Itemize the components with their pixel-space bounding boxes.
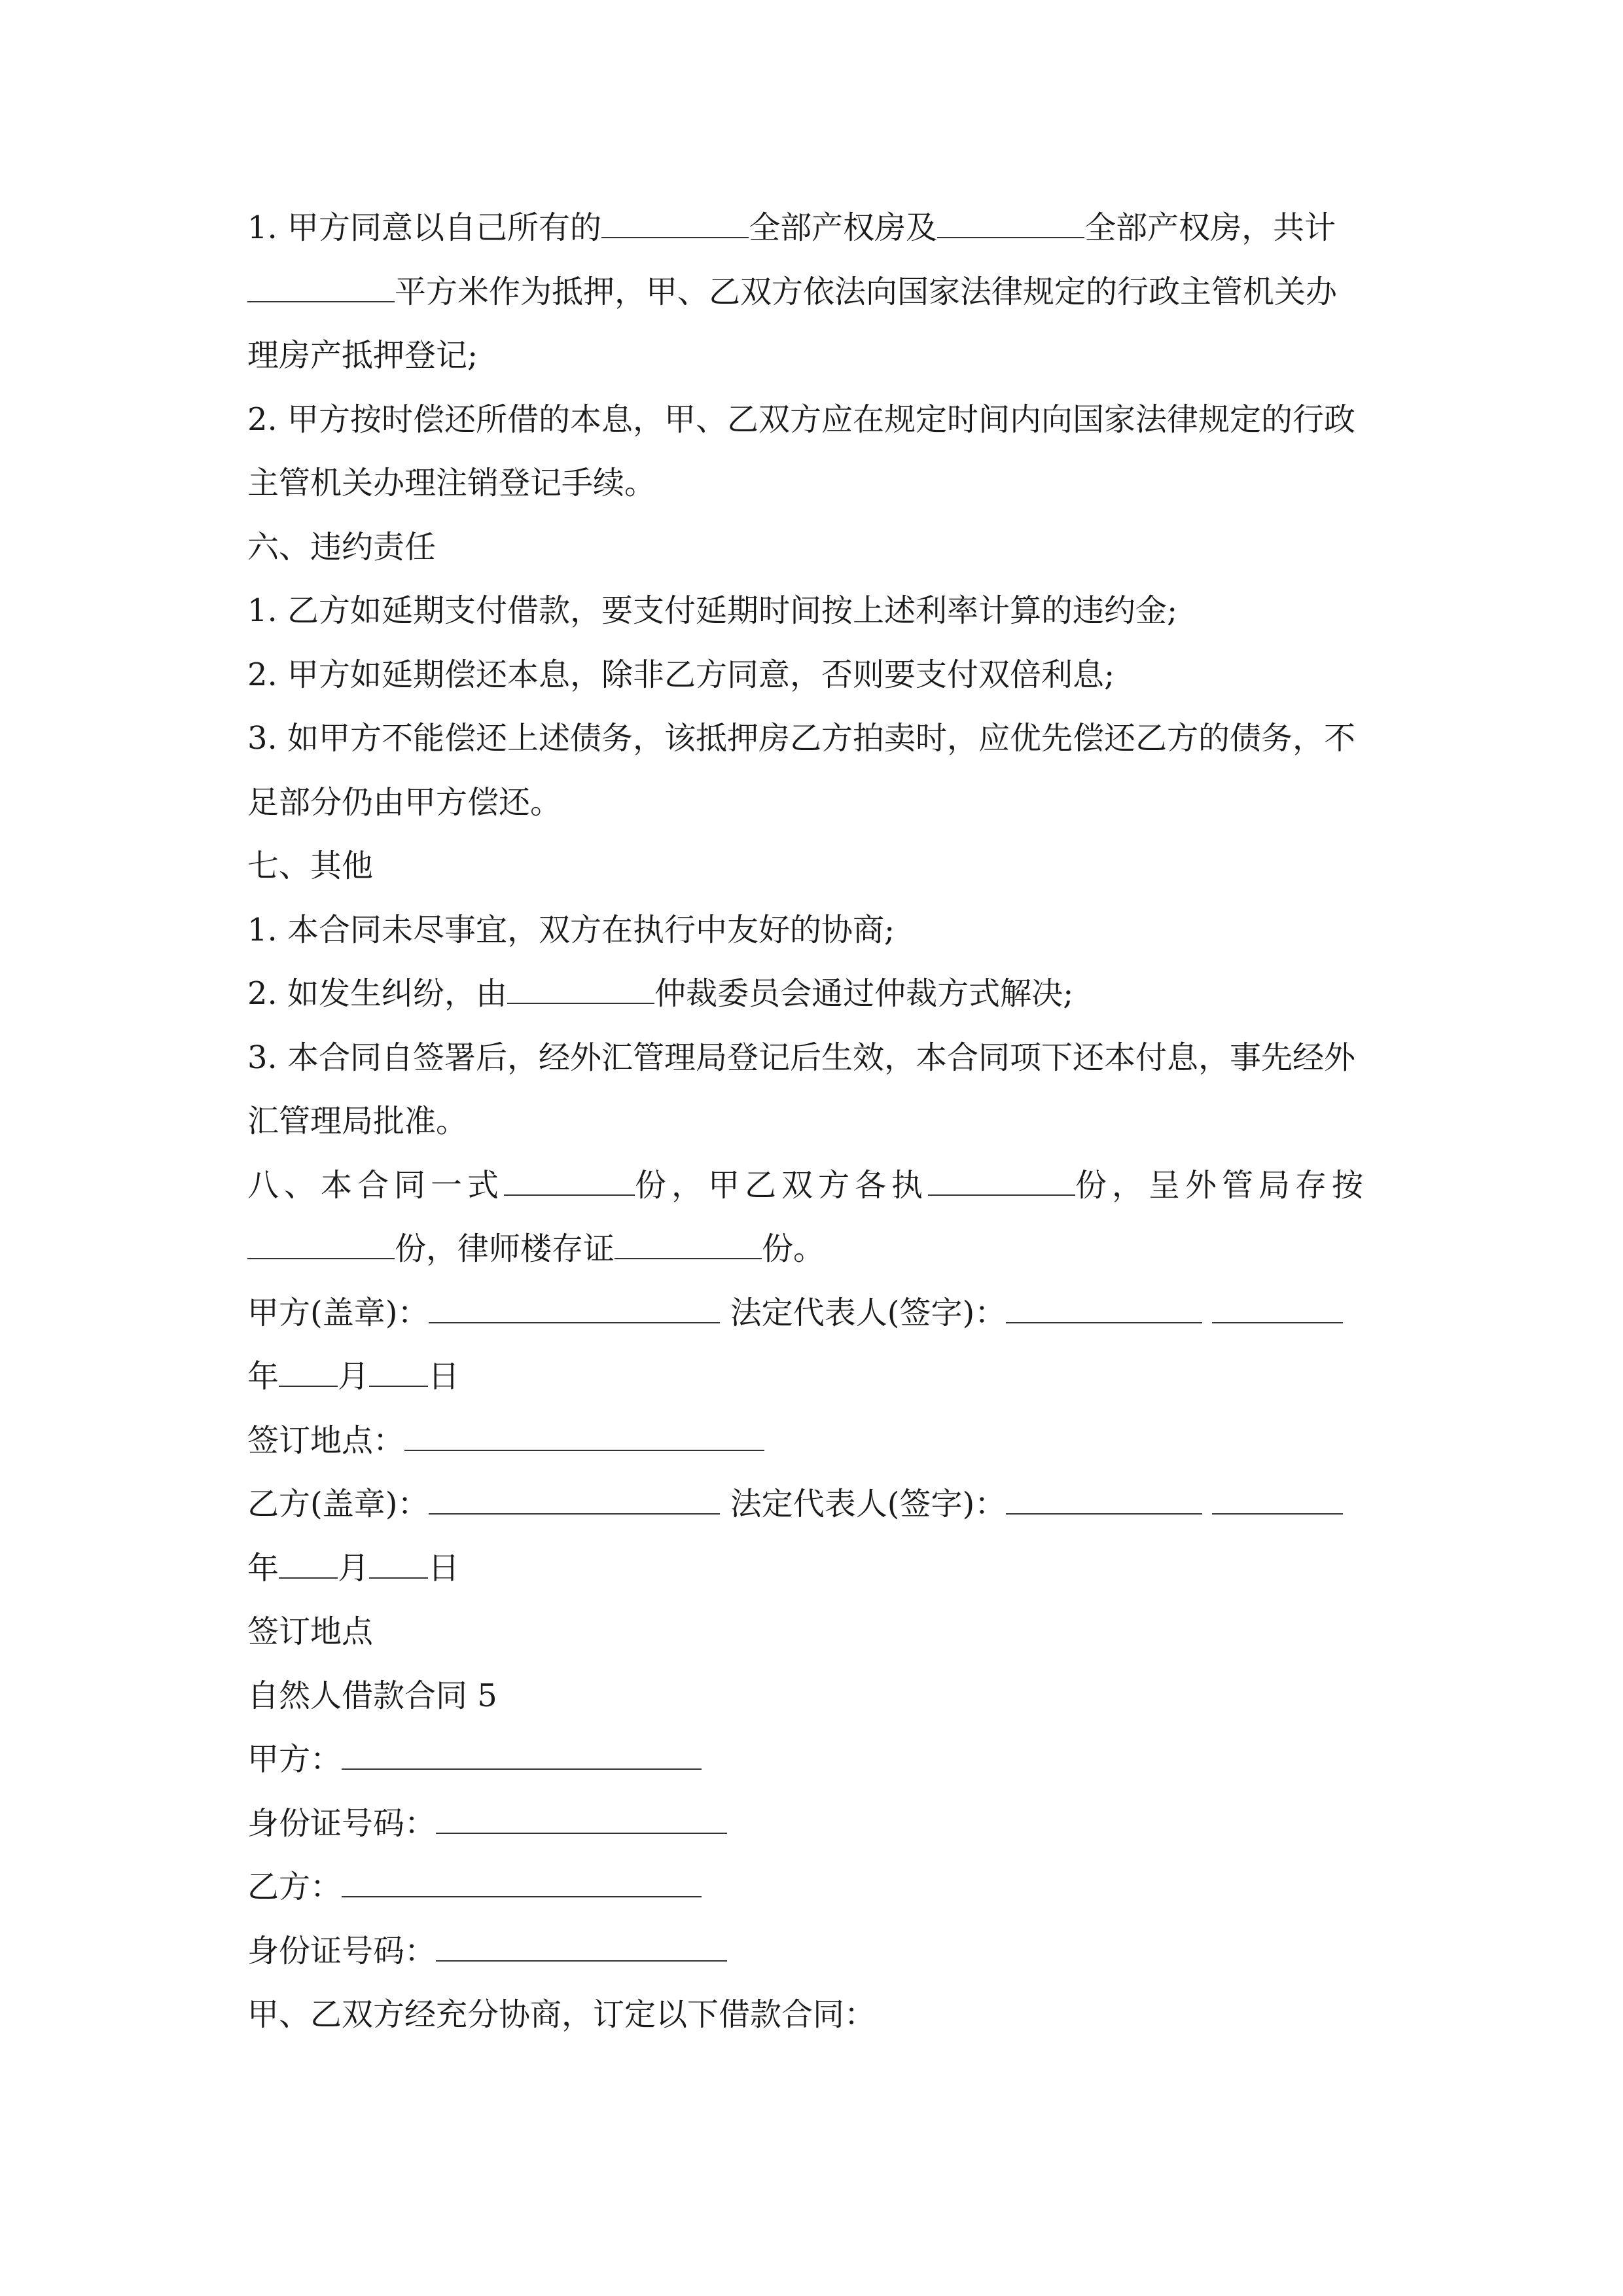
blank-field[interactable] [247, 1228, 395, 1259]
party-b-date-line: 年 月 日 [247, 1537, 1380, 1601]
clause-7-2: 2. 如发生纠纷，由 仲裁委员会通过仲裁方式解决; [247, 962, 1380, 1026]
contract-5-intro: 甲、乙双方经充分协商，订定以下借款合同： [247, 1996, 876, 2033]
blank-field[interactable] [937, 207, 1084, 238]
clause-7-3-line2: 汇管理局批准。 [247, 1103, 468, 1139]
party-b-signature-line: 乙方(盖章)： 法定代表人(签字)： [247, 1473, 1380, 1537]
party-a-id-field[interactable] [436, 1803, 727, 1834]
document-page [247, 196, 1380, 2047]
contract-5-party-b-id: 身份证号码： [247, 1920, 1380, 1984]
party-a-name-field[interactable] [342, 1738, 702, 1770]
clause-5-1-line1: 1. 甲方同意以自己所有的 全部产权房及 全部产权房，共计 [247, 196, 1380, 260]
day-field[interactable] [369, 1355, 428, 1387]
clause-5-1-line2: 平方米作为抵押，甲、乙双方依法向国家法律规定的行政主管机关办 [247, 260, 1380, 325]
clause-6-3-line2: 足部分仍由甲方偿还。 [247, 783, 562, 821]
month-field[interactable] [279, 1547, 338, 1579]
contract-5-title: 自然人借款合同 5 [247, 1677, 497, 1714]
legal-rep-signature-field[interactable] [1006, 1292, 1202, 1323]
blank-field[interactable] [507, 973, 654, 1004]
party-b-place-line: 签订地点 [247, 1613, 374, 1650]
day-field[interactable] [369, 1547, 428, 1579]
clause-6-3-line1: 3. 如甲方不能偿还上述债务，该抵押房乙方拍卖时，应优先偿还乙方的债务，不 [247, 720, 1356, 757]
blank-field[interactable] [247, 271, 395, 302]
blank-field[interactable] [615, 1228, 762, 1259]
party-b-seal-field[interactable] [429, 1483, 720, 1515]
clause-7-3-line1: 3. 本合同自签署后，经外汇管理局登记后生效，本合同项下还本付息，事先经外 [247, 1039, 1356, 1076]
clause-6-2: 2. 甲方如延期偿还本息，除非乙方同意，否则要支付双倍利息; [247, 656, 1115, 693]
signing-place-field[interactable] [404, 1420, 764, 1451]
party-a-date-line: 年 月 日 [247, 1345, 1380, 1409]
clause-6-1: 1. 乙方如延期支付借款，要支付延期时间按上述利率计算的违约金; [247, 592, 1178, 629]
blank-field[interactable] [1212, 1292, 1343, 1323]
clause-5-2-line1: 2. 甲方按时偿还所借的本息，甲、乙双方应在规定时间内向国家法律规定的行政 [247, 401, 1356, 438]
clause-5-2-line2: 主管机关办理注销登记手续。 [247, 465, 656, 501]
party-a-place-line: 签订地点： [247, 1409, 1380, 1473]
contract-5-party-a-id: 身份证号码： [247, 1792, 1380, 1856]
party-a-signature-line: 甲方(盖章)： 法定代表人(签字)： [247, 1282, 1380, 1346]
blank-field[interactable] [1212, 1483, 1343, 1515]
party-b-name-field[interactable] [342, 1866, 702, 1897]
party-a-seal-field[interactable] [429, 1292, 720, 1323]
section-8-line2: 份，律师楼存证 份。 [247, 1217, 1380, 1282]
section-7-heading: 七、其他 [247, 848, 374, 884]
section-6-heading: 六、违约责任 [247, 528, 437, 565]
contract-5-party-b: 乙方： [247, 1856, 1380, 1920]
contract-5-party-a: 甲方： [247, 1728, 1380, 1792]
section-8-line1: 八、本合同一式 份，甲乙双方各执 份，呈外管局存按 [247, 1154, 1380, 1218]
blank-field[interactable] [601, 207, 749, 238]
blank-field[interactable] [928, 1164, 1075, 1196]
blank-field[interactable] [504, 1164, 635, 1196]
party-b-id-field[interactable] [436, 1930, 727, 1962]
clause-7-1: 1. 本合同未尽事宜，双方在执行中友好的协商; [247, 911, 895, 948]
month-field[interactable] [279, 1355, 338, 1387]
clause-5-1-line3: 理房产抵押登记; [247, 337, 478, 374]
legal-rep-signature-field[interactable] [1006, 1483, 1202, 1515]
